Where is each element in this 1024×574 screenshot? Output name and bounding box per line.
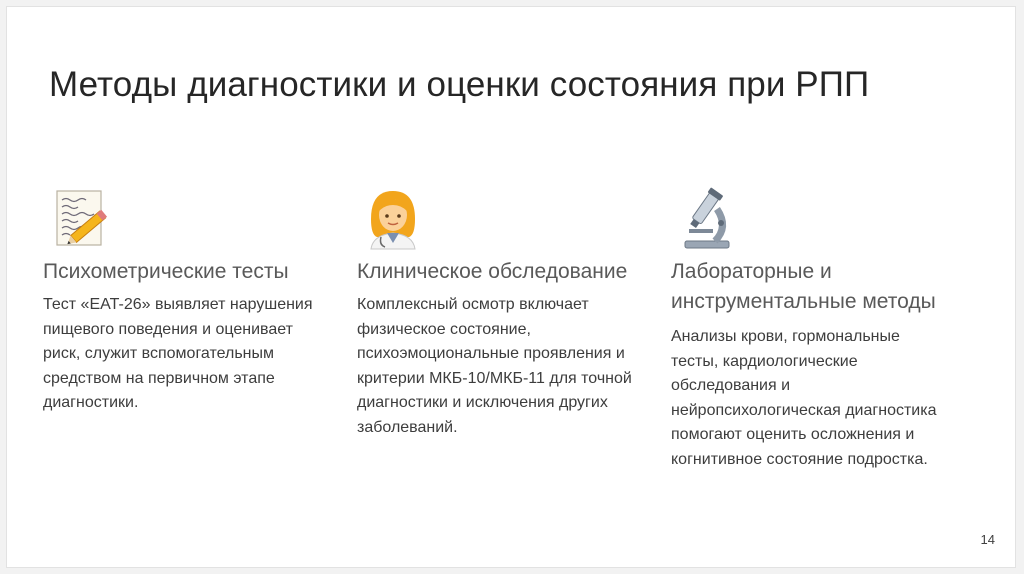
slide: [6, 6, 1016, 568]
memo-pencil-icon: [43, 185, 113, 251]
column-heading: Психометрические тесты: [43, 260, 289, 283]
page-number: 14: [980, 532, 995, 547]
column-laboratory: [671, 185, 951, 472]
column-text: Тест «EAT-26» выявляет нарушения пищевого поведения и оценивает риск, служит вспомогательным средством на первичном этапе диагностики.: [43, 296, 313, 411]
column-heading: Клиническое обследование: [357, 260, 628, 283]
microscope-icon: [671, 185, 741, 251]
slide-title: Методы диагностики и оценки состояния при РПП: [49, 65, 870, 104]
column-text: Комплексный осмотр включает физическое состояние, психоэмоциональные проявления и критерии МКБ-10/МКБ-11 для точной диагностики и исключения других заболеваний.: [357, 296, 632, 436]
column-psychometric: [43, 185, 323, 416]
column-clinical: [357, 185, 637, 440]
column-text: Анализы крови, гормональные тесты, кардиологические обследования и нейропсихологическая диагностика помогают оценить осложнения и когнитивное состояние подростка.: [671, 328, 937, 468]
column-heading: Лабораторные и инструментальные методы: [671, 260, 936, 313]
doctor-icon: [357, 185, 427, 251]
